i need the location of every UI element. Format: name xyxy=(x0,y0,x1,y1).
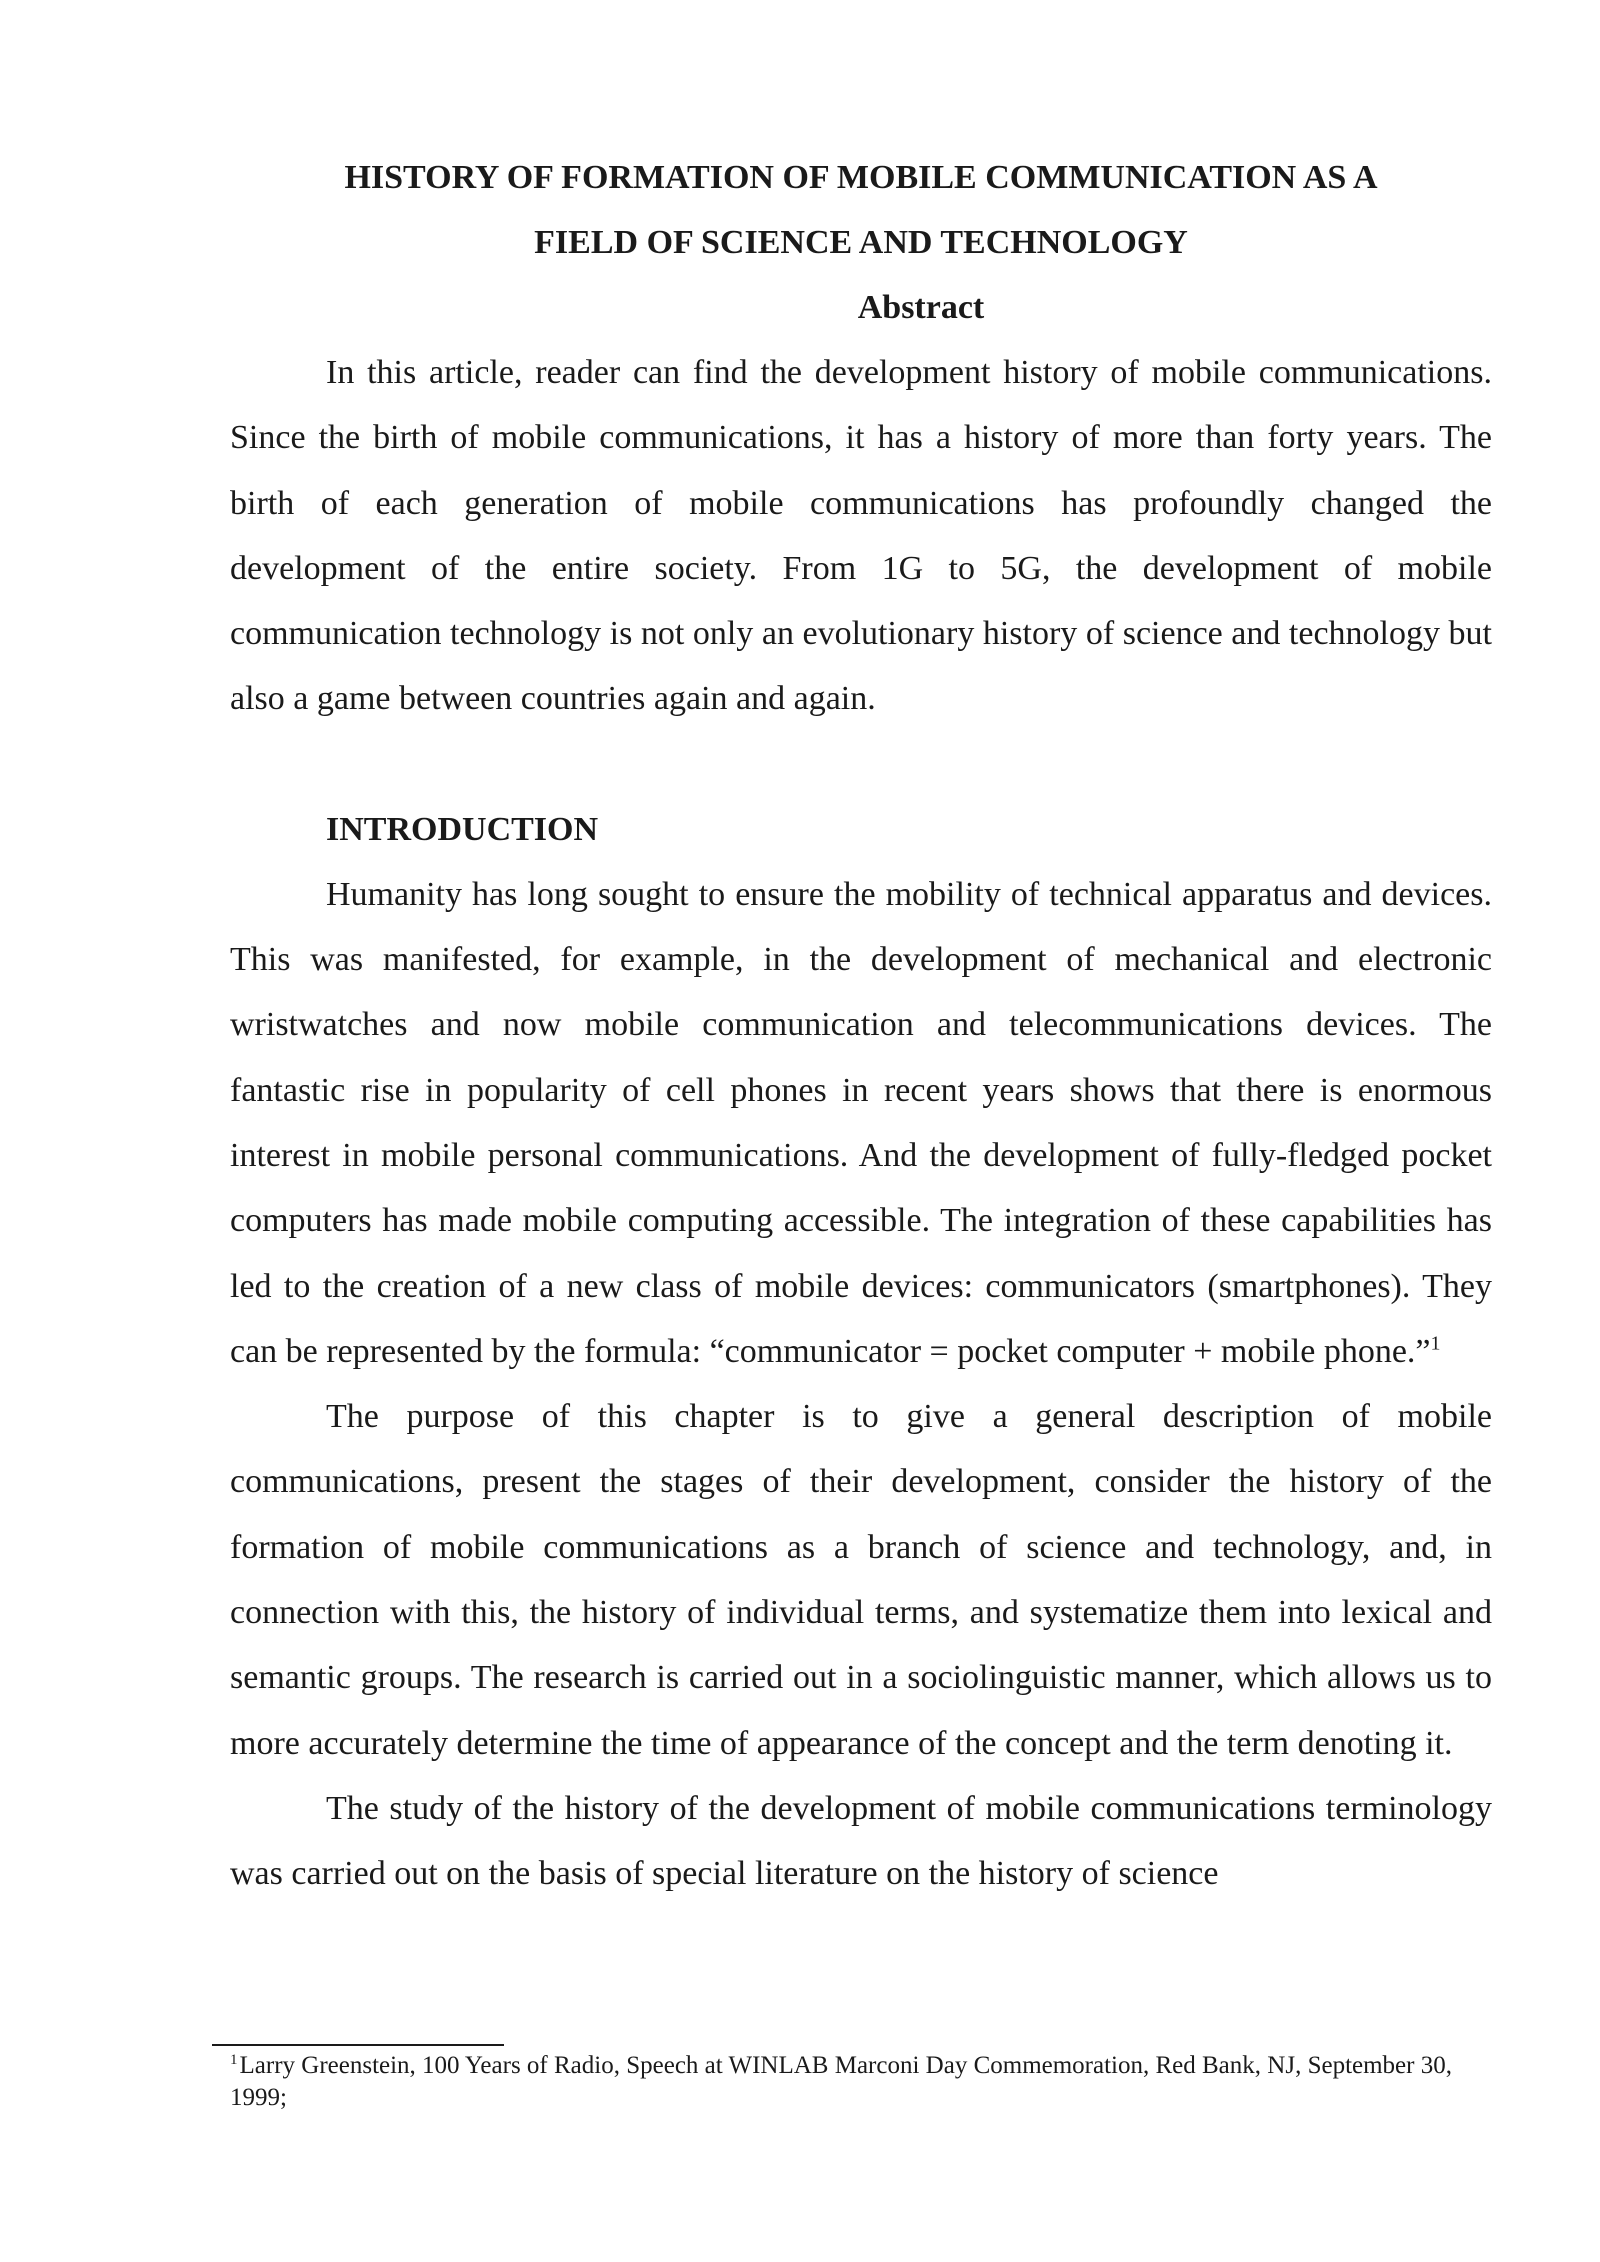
intro-paragraph-2: The purpose of this chapter is to give a general description of mobile communications, present the stages of their development, consider the history of the formation of mobile communications as a branch of science and technology, and, in connection with this, the history of individual terms, and systematize them into lexical and semantic groups. The research is carried out in a sociolinguistic manner, which allows us to more accurately determine the time of appearance of the concept and the term denoting it. xyxy=(230,1398,1492,1762)
abstract-paragraph: In this article, reader can find the development history of mobile communications. Since the birth of mobile communications, it has a history of more than forty years. The birth of each generation of mobile communications has profoundly changed the development of the entire society. From 1G to 5G, the development of mobile communication technology is not only an evolutionary history of science and technology but also a game between countries again and again. xyxy=(230,354,1492,718)
footnote-text: Larry Greenstein, 100 Years of Radio, Speech at WINLAB Marconi Day Commemoration, Red Bank, NJ, September 30, 1999; xyxy=(230,2052,1452,2111)
intro-paragraph-3: The study of the history of the development of mobile communications terminology was carried out on the basis of special literature on the history of science xyxy=(230,1789,1492,1893)
footnote-reference: 1 xyxy=(1430,1332,1441,1355)
intro-paragraph-1-text: Humanity has long sought to ensure the mobility of technical apparatus and devices. This was manifested, for example, in the development of mechanical and electronic wristwatches and now mobile communication and telecommunications devices. The fantastic rise in popularity of cell phones in recent years shows that there is enormous interest in mobile personal communications. And the development of fully-fledged pocket computers has made mobile computing accessible. The integration of these capabilities has led to the creation of a new class of mobile devices: communicators (smartphones). They can be represented by the formula: “communicator = pocket computer + mobile phone.” xyxy=(230,875,1492,1370)
footnote-separator xyxy=(212,2044,504,2046)
introduction-heading: INTRODUCTION xyxy=(326,810,599,848)
title-line-2: FIELD OF SCIENCE AND TECHNOLOGY xyxy=(534,224,1188,261)
intro-paragraph-1 xyxy=(230,862,1492,1384)
abstract-heading: Abstract xyxy=(857,289,985,326)
document-body xyxy=(230,145,1492,1907)
title-line-1: HISTORY OF FORMATION OF MOBILE COMMUNICATION AS A xyxy=(344,159,1378,196)
footnote-mark: 1 xyxy=(230,2051,238,2068)
footnote xyxy=(230,2050,1492,2114)
